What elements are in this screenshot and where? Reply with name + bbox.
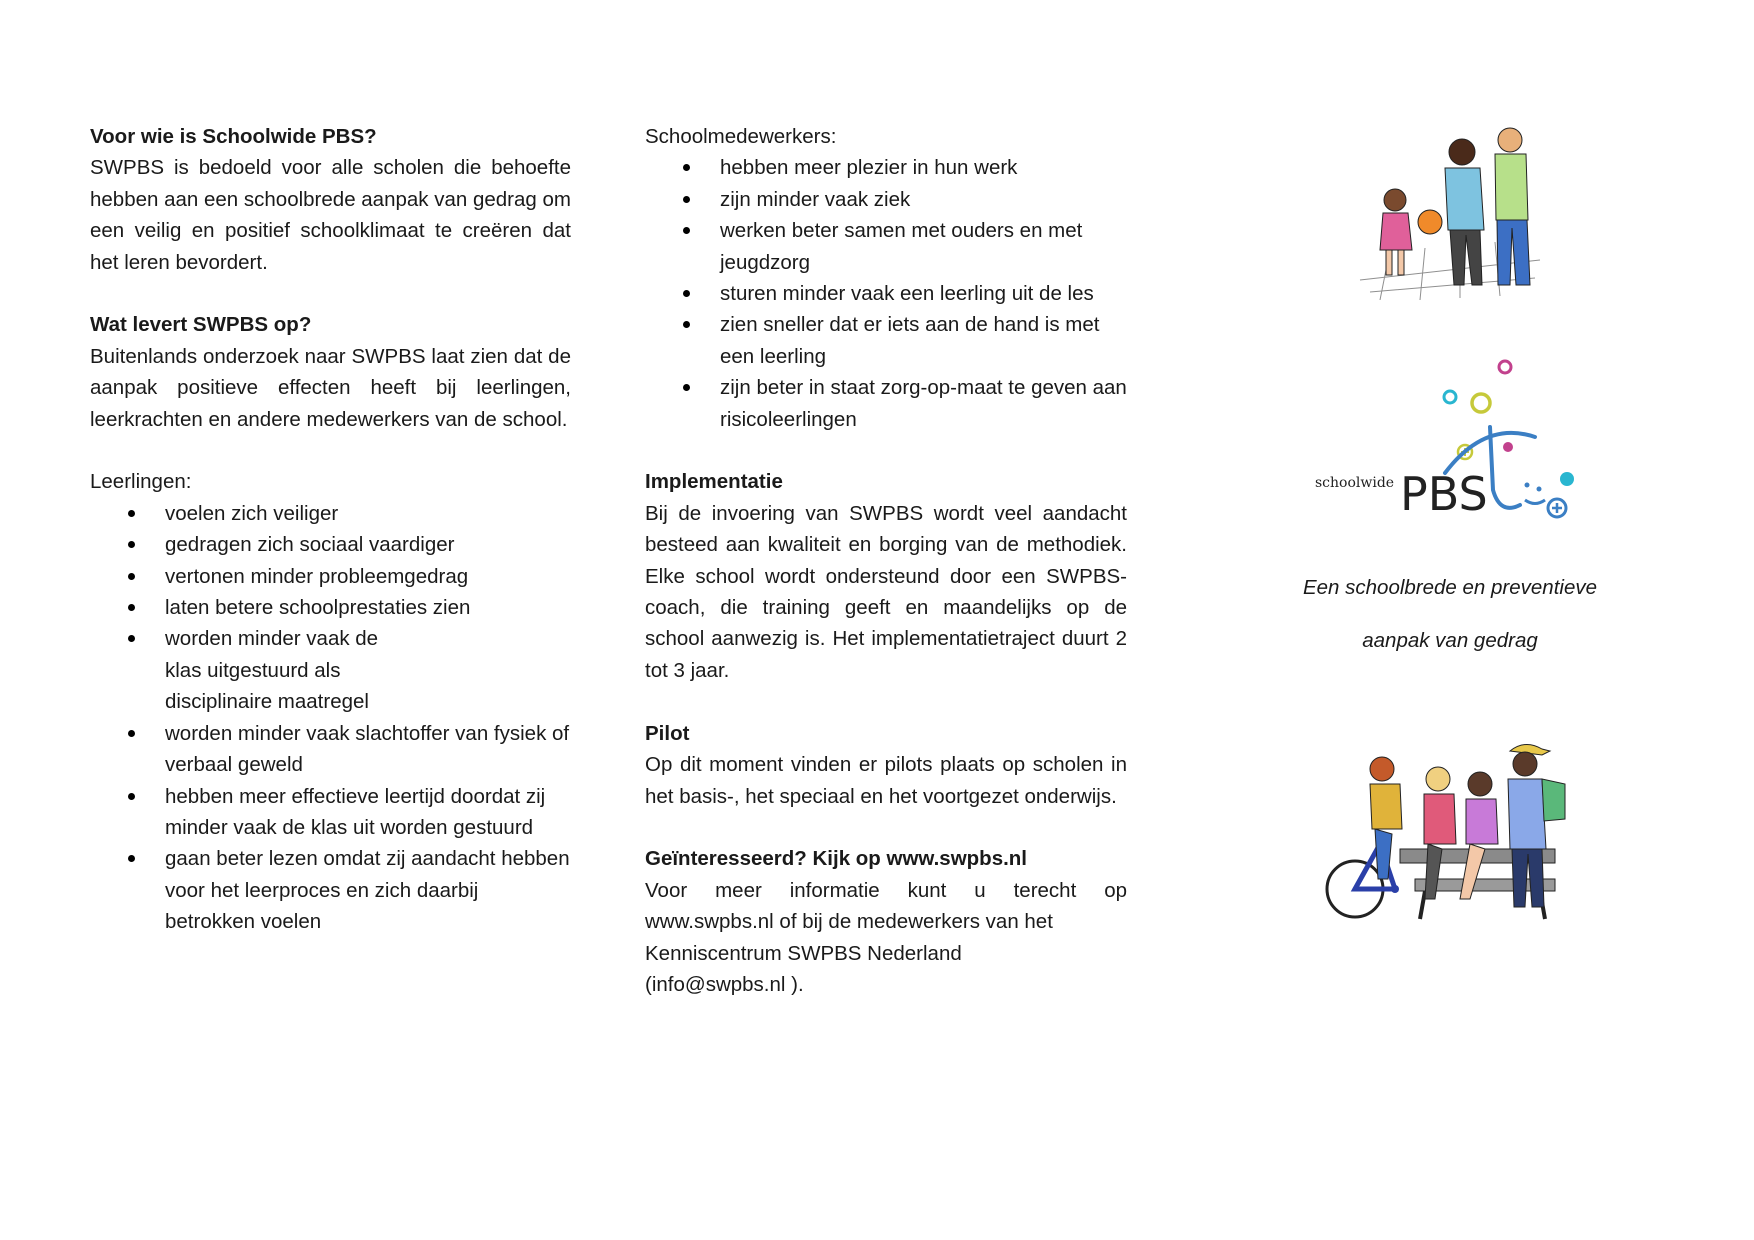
list-item: werken beter samen met ouders en met jeugdzorg — [720, 215, 1127, 278]
heading-interest: Geïnteresseerd? Kijk op www.swpbs.nl — [645, 847, 1028, 871]
column-middle — [645, 121, 1127, 1000]
list-item: worden minder vaak slachtoffer van fysiek of verbaal geweld — [165, 718, 571, 781]
bullet-icon — [128, 635, 135, 642]
logo-big-text: PBS — [1400, 467, 1488, 521]
list-item: hebben meer effectieve leertijd doordat zij minder vaak de klas uit worden gestuurd — [165, 781, 571, 844]
bullet-icon — [683, 164, 690, 171]
bullet-icon — [128, 541, 135, 548]
list-item: zien sneller dat er iets aan de hand is met een leerling — [720, 309, 1127, 372]
bullet-icon — [128, 510, 135, 517]
list-item: zijn beter in staat zorg-op-maat te geven aan risicoleerlingen — [720, 372, 1127, 435]
students-label: Leerlingen: — [90, 470, 192, 494]
paragraph-interest: Voor meer informatie kunt u terecht op www.swpbs.nl of bij de medewerkers van het — [645, 878, 1127, 934]
list-item: sturen minder vaak een leerling uit de les — [720, 278, 1127, 309]
paragraph-interest-email: (info@swpbs.nl ). — [645, 972, 804, 996]
logo-small-text: schoolwide — [1315, 475, 1395, 491]
staff-label: Schoolmedewerkers: — [645, 125, 837, 148]
list-item: hebben meer plezier in hun werk — [720, 152, 1127, 183]
tagline-line-2: aanpak van gedrag — [1362, 629, 1538, 652]
list-item: worden minder vaak de klas uitgestuurd als disciplinaire maatregel — [165, 623, 415, 717]
bullet-icon — [683, 196, 690, 203]
bullet-icon — [128, 604, 135, 611]
column-right — [1270, 110, 1630, 929]
paragraph-who: SWPBS is bedoeld voor alle scholen die behoefte hebben aan een schoolbrede aanpak van gedrag om een veilig en positief schoolklimaat te creëren dat het leren bevordert. — [90, 156, 571, 274]
paragraph-pilot: Op dit moment vinden er pilots plaats op scholen in het basis-, het speciaal en het voortgezet onderwijs. — [645, 753, 1127, 808]
children-playing-ball-illustration — [1350, 110, 1550, 300]
paragraph-implementation: Bij de invoering van SWPBS wordt veel aandacht besteed aan kwaliteit en borging van de methodiek. Elke school wordt ondersteund door een SWPBS-coach, die training geeft en maandelijks op de school aanwezig is. Het implementatietraject duurt 2 tot 3 jaar. — [645, 501, 1127, 682]
bullet-icon — [683, 384, 690, 391]
list-item: gedragen zich sociaal vaardiger — [165, 529, 571, 560]
bullet-icon — [683, 321, 690, 328]
paragraph-interest-org: Kenniscentrum SWPBS Nederland — [645, 941, 962, 965]
bullet-icon — [128, 793, 135, 800]
heading-who: Voor wie is Schoolwide PBS? — [90, 125, 377, 148]
list-item: vertonen minder probleemgedrag — [165, 561, 571, 592]
list-item: zijn minder vaak ziek — [720, 184, 1127, 215]
schoolwide-pbs-logo — [1305, 355, 1595, 535]
bullet-icon — [683, 227, 690, 234]
teens-on-bench-illustration — [1320, 739, 1580, 929]
bullet-icon — [128, 730, 135, 737]
heading-yield: Wat levert SWPBS op? — [90, 313, 312, 337]
bullet-icon — [683, 290, 690, 297]
list-item: laten betere schoolprestaties zien — [165, 592, 571, 623]
list-item: gaan beter lezen omdat zij aandacht hebben voor het leerproces en zich daarbij betrokken voelen — [165, 843, 571, 937]
heading-implementation: Implementatie — [645, 470, 783, 494]
students-list — [90, 498, 571, 938]
paragraph-yield: Buitenlands onderzoek naar SWPBS laat zien dat de aanpak positieve effecten heeft bij leerlingen, leerkrachten en andere medewerkers van de school. — [90, 344, 571, 431]
list-item: voelen zich veiliger — [165, 498, 571, 529]
staff-list — [645, 152, 1127, 435]
column-left — [90, 121, 571, 938]
tagline-line-1: Een schoolbrede en preventieve — [1302, 576, 1598, 599]
bullet-icon — [128, 573, 135, 580]
heading-pilot: Pilot — [645, 721, 690, 745]
bullet-icon — [128, 855, 135, 862]
